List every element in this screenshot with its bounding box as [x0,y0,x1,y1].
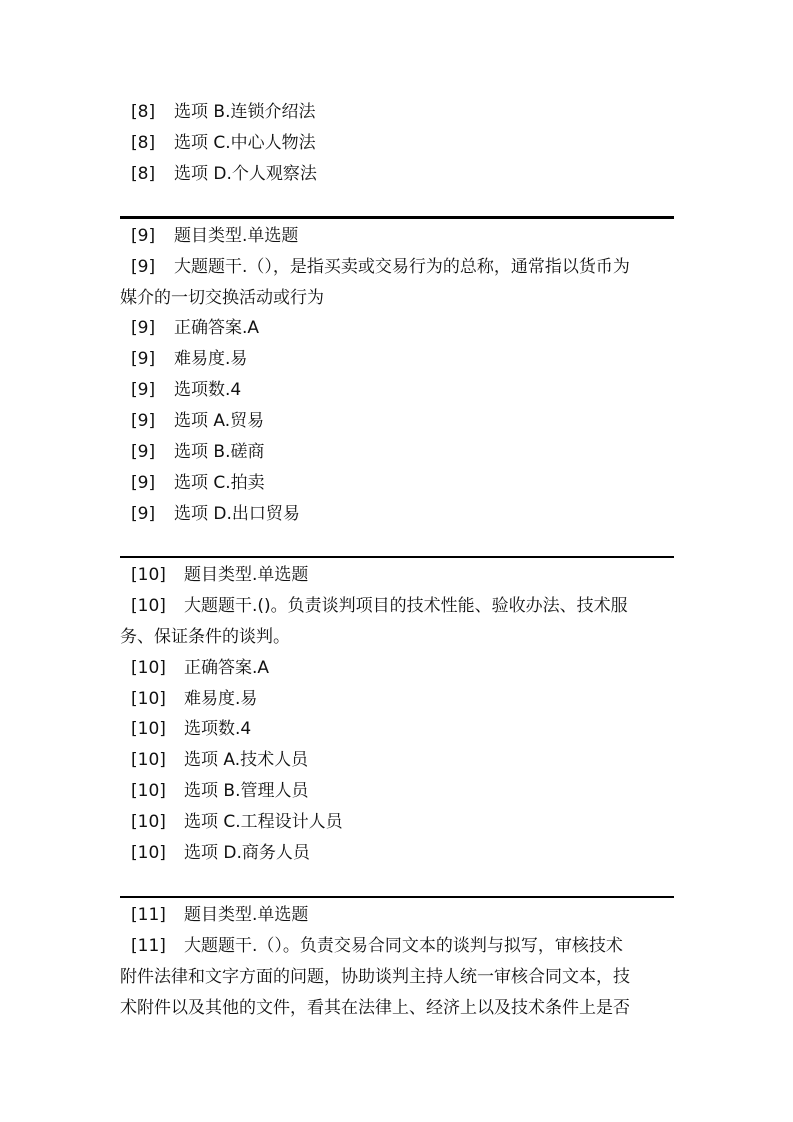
q10-tag: [10] [131,750,166,770]
q11-stem-line2: 附件法律和文字方面的问题，协助谈判主持人统一审核合同文本，技 [120,967,630,987]
q10-answer [131,653,269,684]
q9-difficulty [131,344,247,375]
q9-tag: [9] [131,349,156,369]
q9-stem-text: 大题题干.（），是指买卖或交易行为的总称，通常指以货币为 [174,257,630,277]
q9-answer-text: 正确答案.A [174,318,260,338]
q10-option-c-text: 选项 C.工程设计人员 [184,812,343,832]
q9-stem [131,252,630,283]
q10-difficulty-text: 难易度.易 [184,689,258,709]
q9-option-c [131,468,265,499]
q8-tag: [8] [131,133,156,153]
section-divider [120,556,674,558]
q8-option-d-text: 选项 D.个人观察法 [174,164,317,184]
q9-option-count-text: 选项数.4 [174,380,242,400]
q8-tag: [8] [131,164,156,184]
q9-tag: [9] [131,473,156,493]
q11-stem-continuation [120,993,630,1024]
q9-option-b-text: 选项 B.磋商 [174,442,265,462]
q11-type-text: 题目类型.单选题 [184,905,309,925]
q9-difficulty-text: 难易度.易 [174,349,248,369]
q10-stem [131,591,628,622]
q9-option-d-text: 选项 D.出口贸易 [174,504,300,524]
q10-type [131,560,308,591]
q11-stem-text: 大题题干.（）。负责交易合同文本的谈判与拟写，审核技术 [184,936,623,956]
q10-tag: [10] [131,781,166,801]
q9-option-b [131,437,264,468]
q10-option-b [131,776,308,807]
q10-tag: [10] [131,596,166,616]
q10-tag: [10] [131,843,166,863]
q10-stem-continuation [120,622,290,653]
q9-tag: [9] [131,257,156,277]
q9-tag: [9] [131,380,156,400]
q9-option-c-text: 选项 C.拍卖 [174,473,265,493]
q10-tag: [10] [131,565,166,585]
q11-tag: [11] [131,905,166,925]
section-divider [120,216,674,219]
q9-answer [131,313,259,344]
q10-option-d-text: 选项 D.商务人员 [184,843,310,863]
q9-option-d [131,499,300,530]
q9-tag: [9] [131,442,156,462]
q8-option-d [131,159,317,190]
q10-option-count-text: 选项数.4 [184,719,252,739]
q10-option-b-text: 选项 B.管理人员 [184,781,309,801]
q8-option-c-text: 选项 C.中心人物法 [174,133,316,153]
q11-stem-line3: 术附件以及其他的文件，看其在法律上、经济上以及技术条件上是否 [120,998,630,1018]
q9-tag: [9] [131,504,156,524]
q10-stem-line2: 务、保证条件的谈判。 [120,627,290,647]
q10-option-d [131,838,310,869]
q9-tag: [9] [131,226,156,246]
q10-tag: [10] [131,812,166,832]
q8-option-b-text: 选项 B.连锁介绍法 [174,102,316,122]
q9-type-text: 题目类型.单选题 [174,226,299,246]
q11-stem-continuation [120,962,630,993]
q9-tag: [9] [131,318,156,338]
q10-answer-text: 正确答案.A [184,658,270,678]
q11-tag: [11] [131,936,166,956]
q11-type [131,900,308,931]
section-divider [120,896,674,898]
q9-type [131,221,298,252]
q10-stem-text: 大题题干.()。负责谈判项目的技术性能、验收办法、技术服 [184,596,628,616]
q10-option-a-text: 选项 A.技术人员 [184,750,309,770]
q10-tag: [10] [131,719,166,739]
q10-option-count [131,714,251,745]
q9-stem-continuation [120,283,324,314]
q9-option-a-text: 选项 A.贸易 [174,411,265,431]
q9-option-a [131,406,264,437]
q9-stem-line2: 媒介的一切交换活动或行为 [120,288,324,308]
q10-option-c [131,807,343,838]
q8-option-c [131,128,316,159]
q10-tag: [10] [131,658,166,678]
q8-option-b [131,97,315,128]
q10-difficulty [131,684,257,715]
q11-stem [131,931,623,962]
q10-option-a [131,745,308,776]
q8-tag: [8] [131,102,156,122]
q10-tag: [10] [131,689,166,709]
q9-option-count [131,375,241,406]
q10-type-text: 题目类型.单选题 [184,565,309,585]
q9-tag: [9] [131,411,156,431]
